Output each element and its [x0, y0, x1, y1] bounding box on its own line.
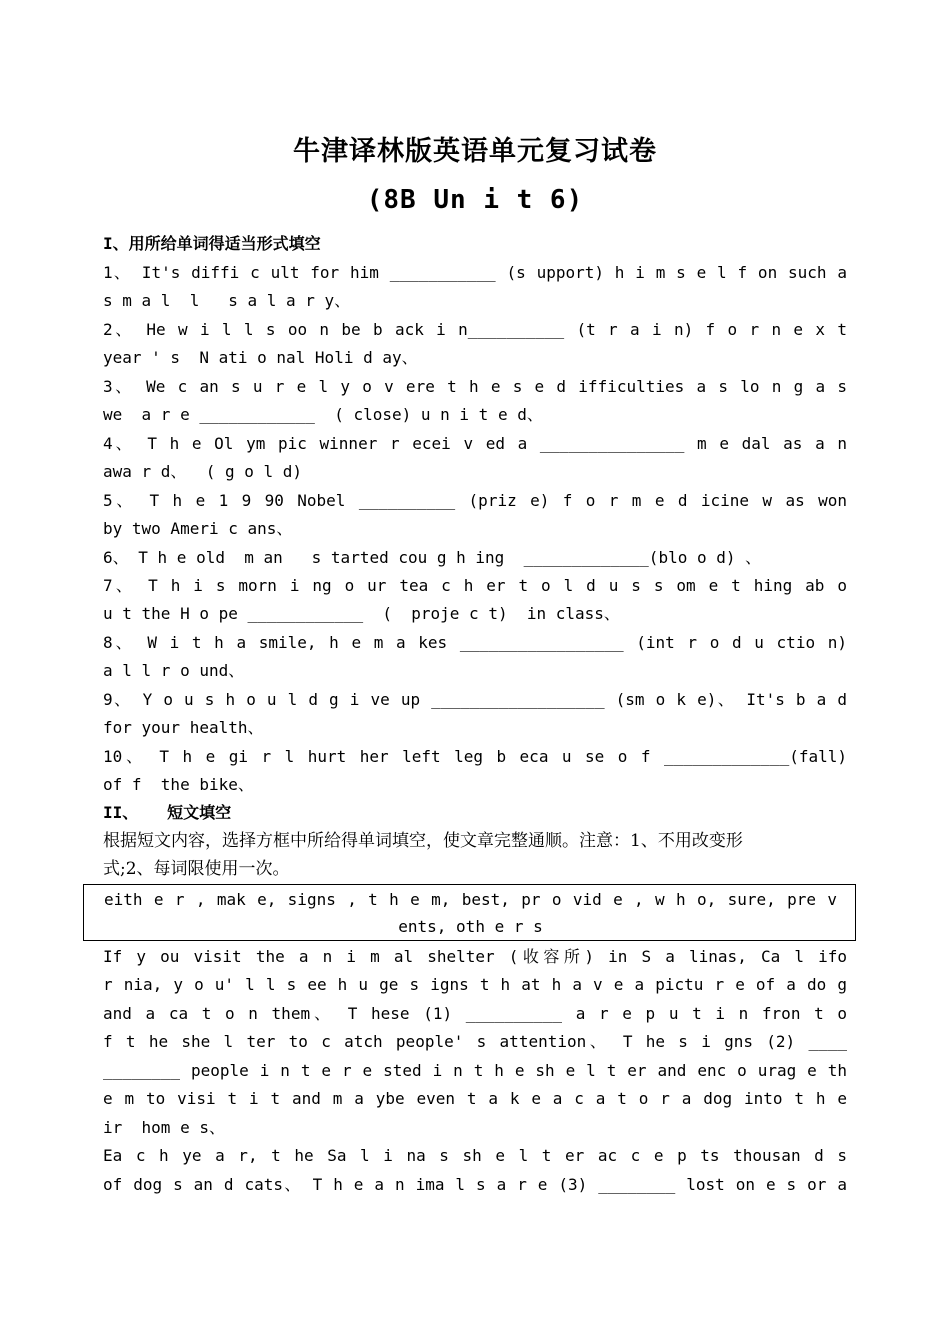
q5-line-1: 5、 T h e 1 9 90 Nobel __________ (priz e) f o r m e d icine w as won — [103, 491, 847, 510]
passage-line-7: ir hom e s、 — [103, 1118, 225, 1137]
q9-line-1: 9、 Y o u s h o u l d g i ve up __________________ (sm o k e)、 It's b a d — [103, 690, 847, 709]
q5-line-2: by two Ameri c ans、 — [103, 519, 293, 538]
passage-line-8: Ea c h ye a r, t he Sa l i na s sh e l t er ac c e p ts thousan d s — [103, 1146, 847, 1165]
word-box-line-1: eith e r , mak e, signs , t h e m, best, pr o vid e , w h o, sure, pre v — [104, 890, 837, 909]
word-box — [83, 884, 856, 941]
instructions-line-1: 根据短文内容，选择方框中所给得单词填空，使文章完整通顺。注意：1、不用改变形 — [103, 831, 743, 851]
q8-line-1: 8、 W i t h a smile, h e m a kes _________________ (int r o d u ctio n) — [103, 633, 847, 652]
q8-line-2: a l l r o und、 — [103, 661, 245, 680]
q10-line-2: of f the bike、 — [103, 775, 254, 794]
q2-line-1: 2、 He w i l l s oo n be b ack i n__________ (t r a i n) f o r n e x t — [103, 320, 847, 339]
document-title: 牛津译林版英语单元复习试卷 — [293, 136, 657, 167]
passage-line-4: f t he she l ter to c atch people' s attention、 T he s i gns (2) ____ — [103, 1032, 847, 1051]
section2-heading: II、 短文填空 — [103, 803, 232, 822]
passage-line-1: If y ou visit the a n i m al shelter (收容所) in S a linas, Ca l ifo — [103, 947, 847, 966]
passage-line-3: and a ca t o n them、 T hese (1) __________ a r e p u t i n fron t o — [103, 1004, 847, 1023]
word-box-line-2: ents, oth e r s — [398, 917, 543, 936]
passage-line-9: of dog s an d cats、 T h e a n ima l s a r e (3) ________ lost on e s or a — [103, 1175, 847, 1194]
passage-line-5: ________ people i n t e r e sted i n t h e sh e l t er and enc o urag e th — [103, 1061, 847, 1080]
q4-line-2: awa r d、 ( g o l d) — [103, 462, 303, 481]
q7-line-1: 7、 T h i s morn i ng o ur tea c h er t o l d u s s om e t hing ab o — [103, 576, 847, 595]
q1-line-2: s m a l l s a l a r y、 — [103, 291, 351, 310]
passage-line-2: r nia, y o u' l l s ee h u ge s igns t h at h a v e a pictu r e of a do g — [103, 975, 847, 994]
q6-line-1: 6、 T h e old m an s tarted cou g h ing _____________(blo o d) 、 — [103, 548, 762, 567]
q9-line-2: for your health、 — [103, 718, 264, 737]
section1-heading: I、用所给单词得适当形式填空 — [103, 234, 321, 253]
q3-line-2: we a r e ____________ ( close) u n i t e d、 — [103, 405, 543, 424]
passage-line-6: e m to visi t i t and m a ybe even t a k e a c a t o r a dog into t h e — [103, 1089, 847, 1108]
instructions-line-2: 式;2、每词限使用一次。 — [103, 859, 290, 879]
q2-line-2: year ' s N ati o nal Holi d ay、 — [103, 348, 418, 367]
q10-line-1: 10、 T h e gi r l hurt her left leg b eca u se o f _____________(fall) — [103, 747, 847, 766]
document-subtitle: (8B Un i t 6) — [366, 185, 584, 215]
q1-line-1: 1、 It's diffi c ult for him ___________ (s upport) h i m s e l f on such a — [103, 263, 847, 282]
q4-line-1: 4、 T h e Ol ym pic winner r ecei v ed a _______________ m e dal as a n — [103, 434, 847, 453]
q7-line-2: u t the H o pe ____________ ( proje c t) in class、 — [103, 604, 620, 623]
q3-line-1: 3、 We c an s u r e l y o v ere t h e s e d ifficulties a s lo n g a s — [103, 377, 847, 396]
